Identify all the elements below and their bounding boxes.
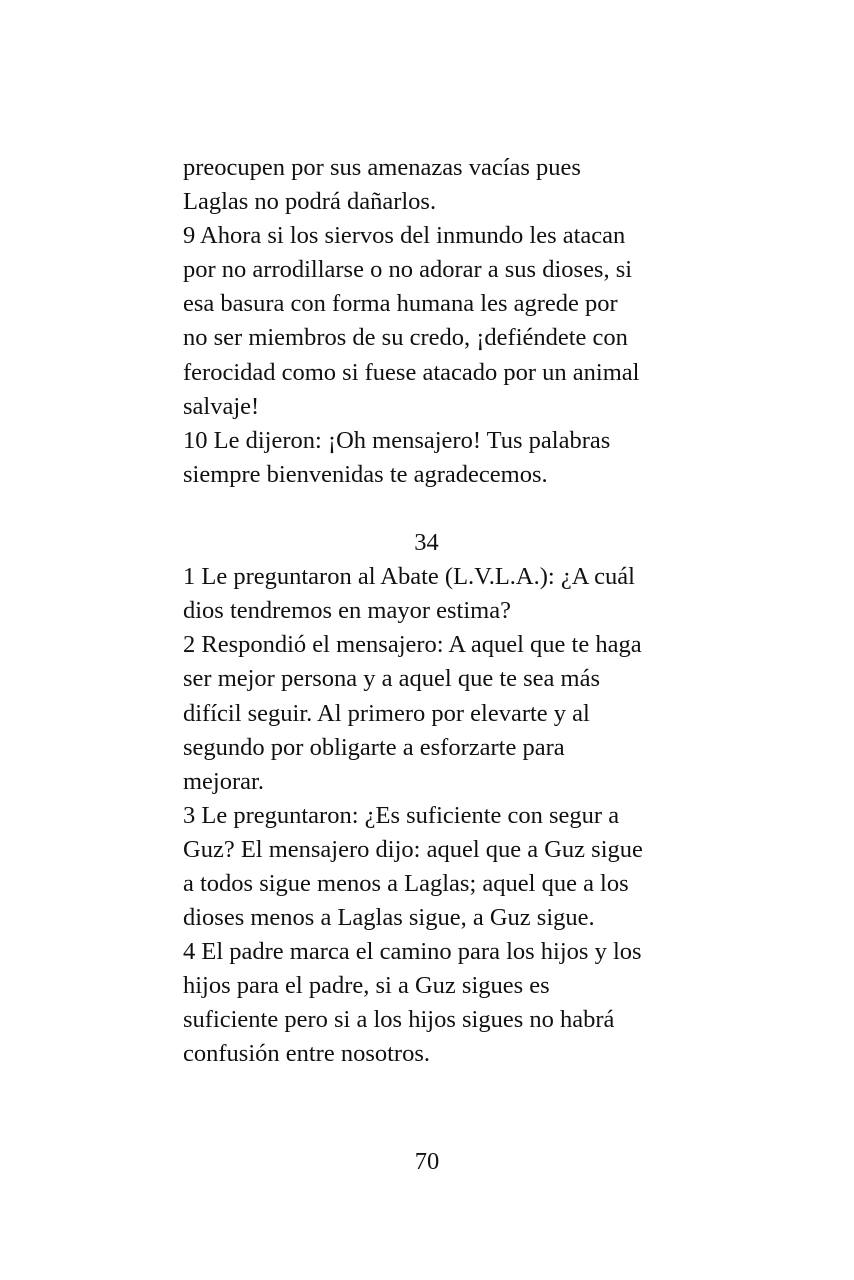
text-line: Laglas no podrá dañarlos.: [183, 188, 437, 216]
text-line: segundo por obligarte a esforzarte para: [183, 733, 565, 761]
text-line: 9 Ahora si los siervos del inmundo les atacan: [183, 222, 626, 250]
text-line: siempre bienvenidas te agradecemos.: [183, 460, 548, 488]
body-text: [183, 151, 683, 1072]
text-line: suficiente pero si a los hijos sigues no habrá: [183, 1006, 615, 1034]
text-line: confusión entre nosotros.: [183, 1040, 430, 1068]
text-line: dioses menos a Laglas sigue, a Guz sigue.: [183, 904, 595, 932]
text-line: ser mejor persona y a aquel que te sea más: [183, 665, 601, 693]
text-line: dios tendremos en mayor estima?: [183, 597, 511, 625]
text-line: ferocidad como si fuese atacado por un animal: [183, 358, 640, 386]
text-line: 4 El padre marca el camino para los hijos y los: [183, 938, 642, 966]
text-line: no ser miembros de su credo, ¡defiéndete con: [183, 324, 628, 352]
blank-line: [183, 492, 683, 526]
text-line: a todos sigue menos a Laglas; aquel que a los: [183, 869, 629, 897]
text-line: difícil seguir. Al primero por elevarte y al: [183, 699, 590, 727]
page-number: 70: [414, 1148, 440, 1175]
text-line: Guz? El mensajero dijo: aquel que a Guz sigue: [183, 835, 643, 863]
text-line: 10 Le dijeron: ¡Oh mensajero! Tus palabras: [183, 426, 611, 454]
text-line: esa basura con forma humana les agrede por: [183, 290, 618, 318]
text-line: 2 Respondió el mensajero: A aquel que te haga: [183, 631, 642, 659]
text-line: 1 Le preguntaron al Abate (L.V.L.A.): ¿A cuál: [183, 563, 635, 591]
text-line: 3 Le preguntaron: ¿Es suficiente con segur a: [183, 801, 620, 829]
text-line: por no arrodillarse o no adorar a sus dioses, si: [183, 256, 633, 284]
chapter-number: 34: [414, 529, 439, 557]
text-line: hijos para el padre, si a Guz sigues es: [183, 972, 550, 1000]
text-line: mejorar.: [183, 767, 264, 795]
text-line: preocupen por sus amenazas vacías pues: [183, 154, 581, 181]
text-line: salvaje!: [183, 392, 260, 420]
